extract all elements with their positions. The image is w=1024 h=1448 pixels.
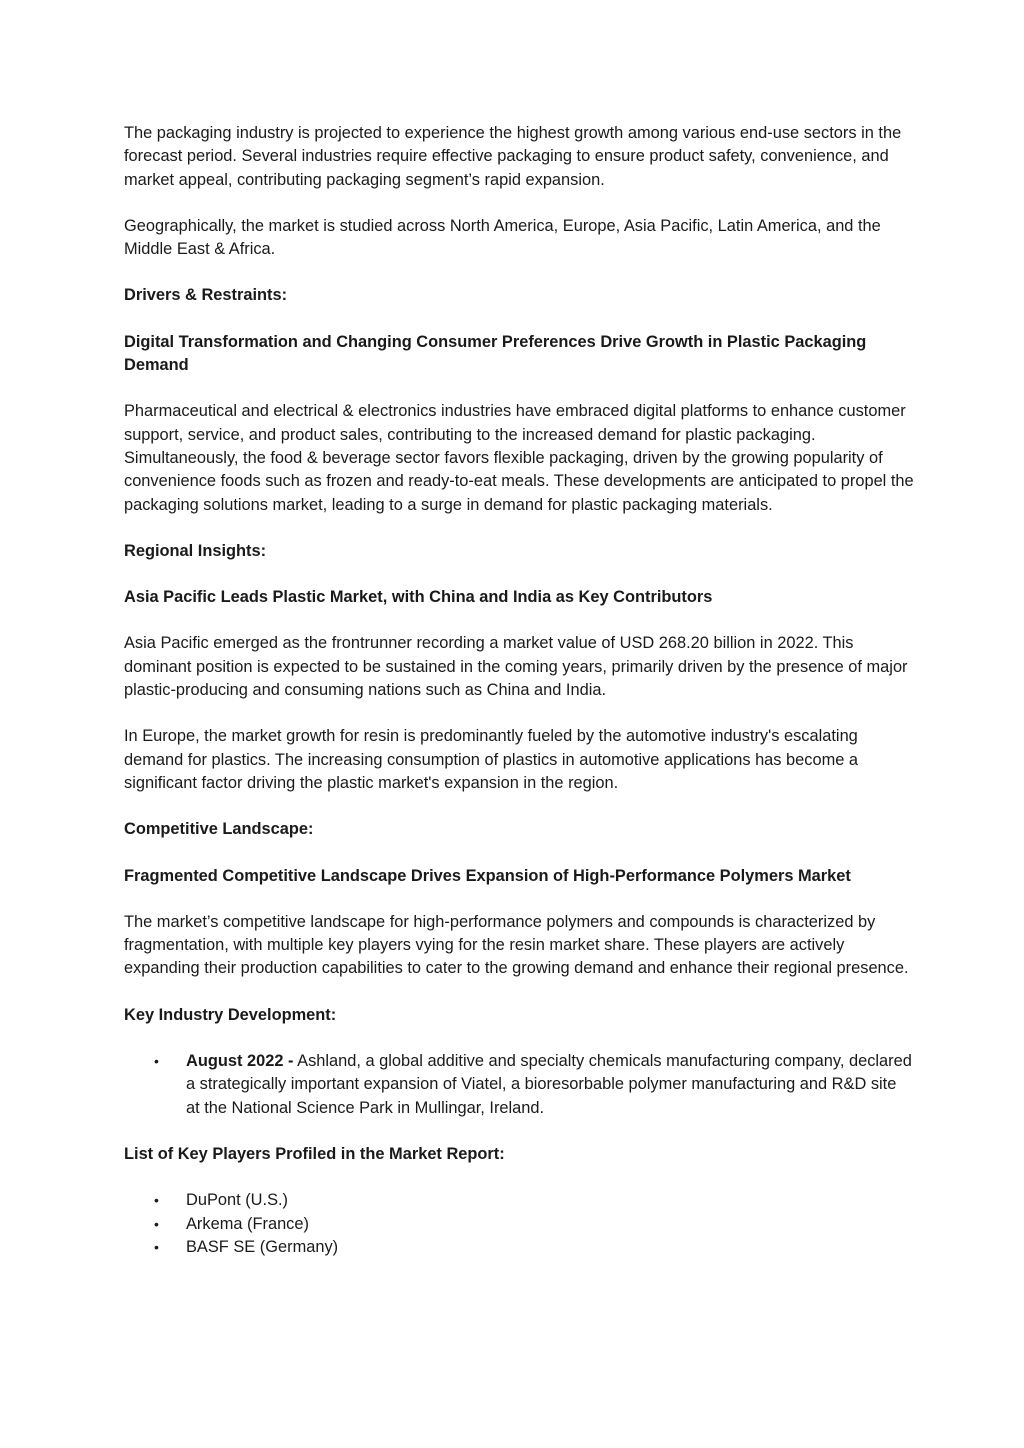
development-item: [124, 1050, 914, 1120]
competitive-body: The market’s competitive landscape for high-performance polymers and compounds is characterized by fragmentation, with multiple key players vying for the resin market share. These players are actively expanding their production capabilities to cater to the growing demand and enhance their regional presence.: [124, 912, 909, 978]
development-list: [124, 1050, 914, 1120]
list-item: [124, 1213, 914, 1236]
list-item: [124, 1189, 914, 1212]
geography-paragraph: Geographically, the market is studied across North America, Europe, Asia Pacific, Latin America, and the Middle East & Africa.: [124, 216, 881, 259]
regional-subheading: Asia Pacific Leads Plastic Market, with China and India as Key Contributors: [124, 588, 713, 607]
player-name: Arkema (France): [186, 1214, 309, 1233]
player-name: BASF SE (Germany): [186, 1237, 339, 1256]
regional-heading: Regional Insights:: [124, 541, 267, 560]
players-heading: List of Key Players Profiled in the Market Report:: [124, 1144, 505, 1163]
document-page: [124, 122, 914, 1282]
drivers-subheading: Digital Transformation and Changing Consumer Preferences Drive Growth in Plastic Packaging Demand: [124, 332, 867, 375]
bullet-icon: •: [154, 1192, 159, 1209]
regional-body-asia: Asia Pacific emerged as the frontrunner recording a market value of USD 268.20 billion in 2022. This dominant position is expected to be sustained in the coming years, primarily driven by the presence of major plastic-producing and consuming nations such as China and India.: [124, 634, 908, 700]
list-item: [124, 1236, 914, 1259]
bullet-icon: •: [154, 1053, 159, 1070]
drivers-body: Pharmaceutical and electrical & electronics industries have embraced digital platforms to enhance customer support, service, and product sales, contributing to the increased demand for plastic packaging. Simultaneously, the food & beverage sector favors flexible packaging, driven by the growing popularity of convenience foods such as frozen and ready-to-eat meals. These developments are anticipated to propel the packaging solutions market, leading to a surge in demand for plastic packaging materials.: [124, 402, 914, 514]
competitive-heading: Competitive Landscape:: [124, 820, 314, 839]
development-date: August 2022 -: [186, 1052, 294, 1071]
competitive-subheading: Fragmented Competitive Landscape Drives Expansion of High-Performance Polymers Market: [124, 866, 851, 885]
players-list: [124, 1189, 914, 1259]
intro-paragraph: The packaging industry is projected to experience the highest growth among various end-use sectors in the forecast period. Several industries require effective packaging to ensure product safety, convenience, and market appeal, contributing packaging segment’s rapid expansion.: [124, 124, 902, 189]
drivers-heading: Drivers & Restraints:: [124, 286, 288, 305]
development-text: Ashland, a global additive and specialty chemicals manufacturing company, declared a strategically important expansion of Viatel, a bioresorbable polymer manufacturing and R&D site at the National Science Park in Mullingar, Ireland.: [186, 1052, 912, 1117]
bullet-icon: •: [154, 1215, 159, 1232]
regional-body-europe: In Europe, the market growth for resin is predominantly fueled by the automotive industry's escalating demand for plastics. The increasing consumption of plastics in automotive applications has become a significant factor driving the plastic market's expansion in the region.: [124, 727, 859, 792]
development-heading: Key Industry Development:: [124, 1005, 337, 1024]
player-name: DuPont (U.S.): [186, 1191, 289, 1210]
bullet-icon: •: [154, 1238, 159, 1255]
